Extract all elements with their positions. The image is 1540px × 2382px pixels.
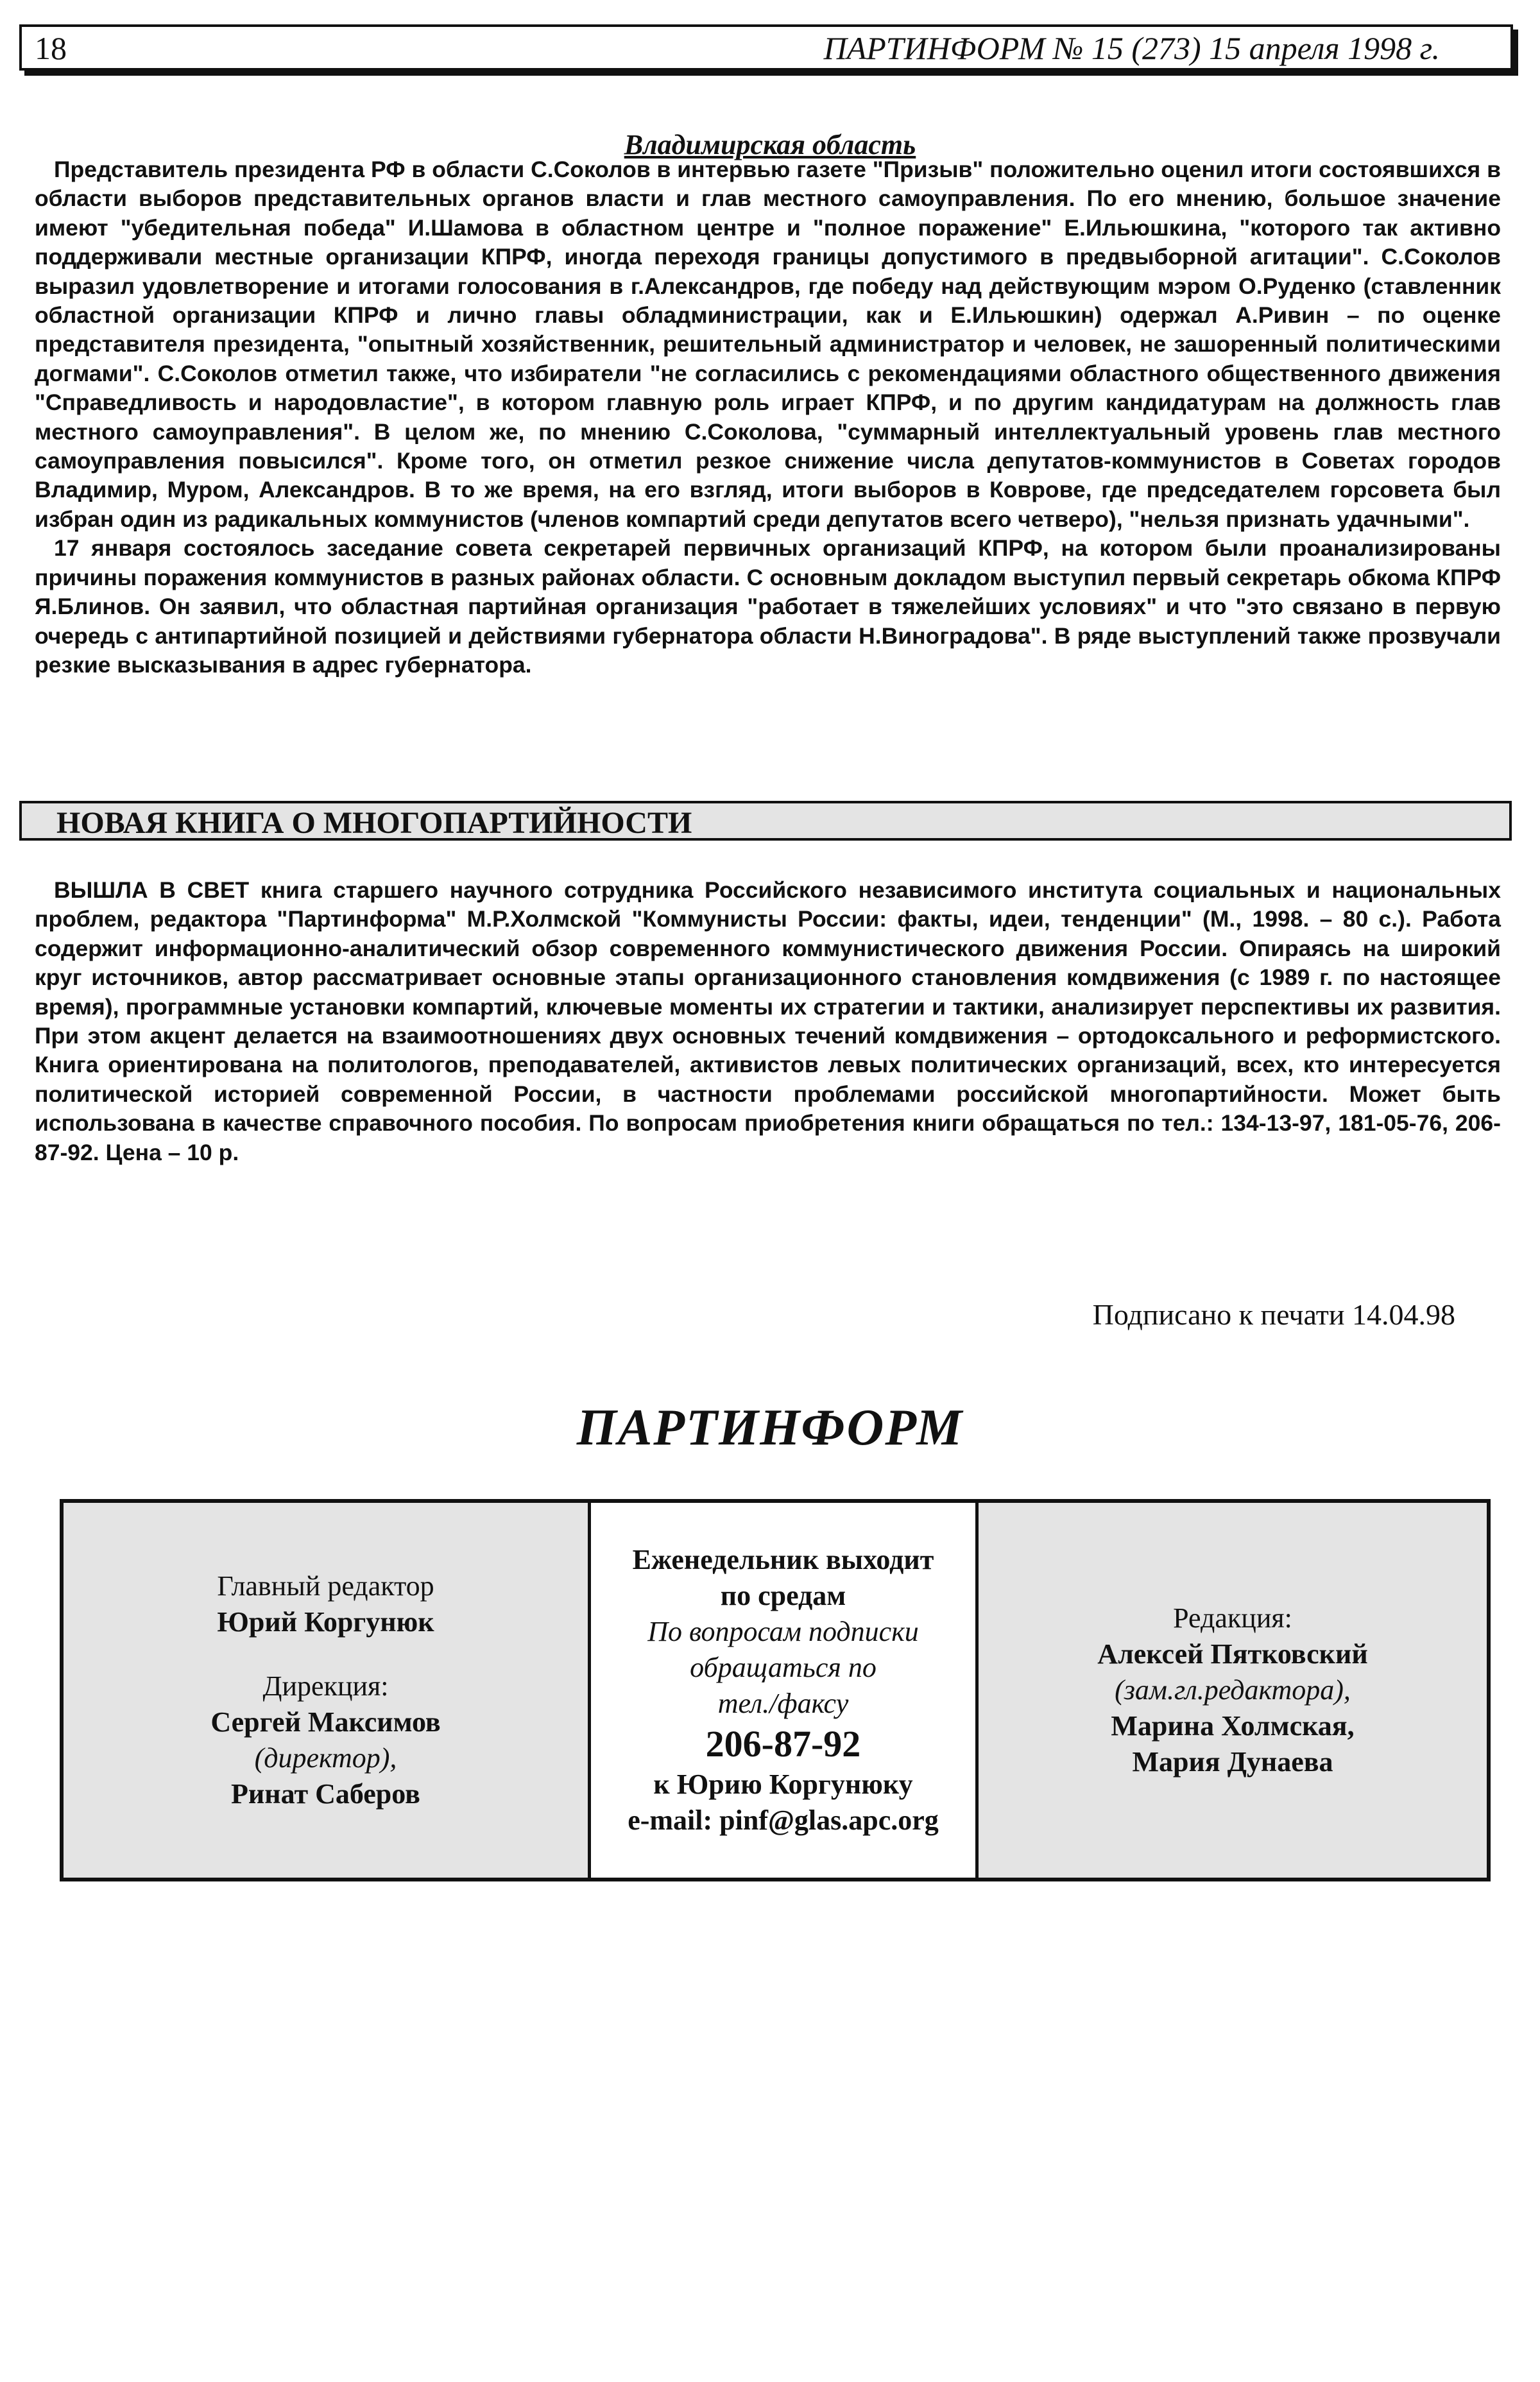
contact-person: к Юрию Коргунюку [653,1769,913,1800]
directorate-label: Дирекция: [262,1670,389,1702]
schedule-line: Еженедельник выходит [632,1544,934,1575]
article-body [35,155,1501,680]
schedule-line: по средам [720,1580,846,1611]
article-paragraph: Представитель президента РФ в области С.Соколов в интервью газете "Призыв" положительно оценил итоги состоявшихся в области выборов представительных органов власти и глав местного самоуправления. По его мнению, большое значение имеют "убедительная победа" И.Шамова в областном центре и "полное поражение" Е.Ильюшкина, "которого так активно поддерживали местные организации КПРФ, иногда переходя границы допустимого в предвыборной агитации". С.Соколов выразил удовлетворение и итогами голосования в г.Александров, где победу над действующим мэром О.Руденко (ставленник областной организации КПРФ и лично главы обладминистрации, как и Е.Ильюшкин) одержал А.Ривин – по оценке представителя президента, "опытный хозяйственник, решительный администратор и человек, не зашоренный политическими догмами". С.Соколов отметил также, что избиратели "не согласились с рекомендациями областного общественного движения "Справедливость и народовластие", в котором главную роль играет КПРФ, и по другим кандидатурам на должность глав местного самоуправления". В целом же, по мнению С.Соколова, "суммарный интеллектуальный уровень глав местного самоуправления повысился". Кроме того, он отметил резкое снижение числа депутатов-коммунистов в Советах городов Владимир, Муром, Александров. В то же время, на его взгляд, итоги выборов в Коврове, где председателем горсовета был избран один из радикальных коммунистов (членов компартий среди депутатов всего четверо), "нельзя признать удачными". [35,157,1501,532]
staff-role: (зам.гл.редактора), [1115,1674,1351,1706]
announcement-lead: ВЫШЛА В СВЕТ [54,877,250,903]
staff-name: Марина Холмская, [1111,1710,1355,1742]
page-header [19,24,1513,71]
fax-number: 206-87-92 [705,1723,861,1765]
section-header: НОВАЯ КНИГА О МНОГОПАРТИЙНОСТИ [19,801,1512,841]
page-number: 18 [35,30,67,66]
subscription-line: По вопросам подписки [647,1616,919,1647]
staff-label: Редакция: [1173,1602,1292,1634]
announcement-paragraph [35,876,1501,1167]
staff-name: Ринат Саберов [231,1778,420,1810]
masthead-title: ПАРТИНФОРМ [576,1400,964,1456]
director-role: (директор), [254,1742,397,1774]
announcement-text: книга старшего научного сотрудника Российского независимого института социальных и национальных проблем, редактора "Партинформа" М.Р.Холмской "Коммунисты России: факты, идеи, тенденции" (М., 1998. – 80 с.). Работа содержит информационно-аналитический обзор современного коммунистического движения России. Опираясь на широкий круг источников, автор рассматривает основные этапы организационного становления комдвижения (с 1989 г. по настоящее время), программные установки компартий, ключевые моменты их стратегии и тактики, анализирует перспективы их развития. При этом акцент делается на взаимоотношениях двух основных течений комдвижения – ортодоксального и реформистского. Книга ориентирована на политологов, преподавателей, активистов левых политических организаций, всех, кто интересуется политической историей современной России, в частности проблемами российской многопартийности. Может быть использована в качестве справочного пособия. По вопросам приобретения книги обращаться по тел.: 134-13-97, 181-05-76, 206-87-92. Цена – 10 р. [35,877,1501,1165]
subscription-line: обращаться по [690,1652,877,1683]
article-title: Владимирская область [624,129,916,160]
editor-role: Главный редактор [217,1570,434,1602]
signed-to-print: Подписано к печати 14.04.98 [1092,1298,1455,1331]
imprint-editorial-column [64,1503,591,1878]
staff-name: Алексей Пятковский [1097,1638,1368,1670]
editor-name: Юрий Коргунюк [217,1606,434,1638]
subscription-line: тел./факсу [717,1688,849,1719]
book-announcement [35,876,1501,1167]
issue-info: ПАРТИНФОРМ № 15 (273) 15 апреля 1998 г. [823,30,1440,66]
article-paragraph: 17 января состоялось заседание совета секретарей первичных организаций КПРФ, на котором были проанализированы причины поражения коммунистов в разных районах области. С основным докладом выступил первый секретарь обкома КПРФ Я.Блинов. Он заявил, что областная партийная организация "работает в тяжелейших условиях" и что "это связано в первую очередь с антипартийной позицией и действиями губернатора области Н.Виноградова". В ряде выступлений также прозвучали резкие высказывания в адрес губернатора. [35,535,1501,678]
director-name: Сергей Максимов [210,1706,441,1738]
staff-name: Мария Дунаева [1132,1746,1333,1778]
imprint-subscription-column [591,1503,979,1878]
email-address: e-mail: pinf@glas.apc.org [628,1804,939,1836]
imprint-table [60,1499,1491,1881]
imprint-staff-column [979,1503,1487,1878]
